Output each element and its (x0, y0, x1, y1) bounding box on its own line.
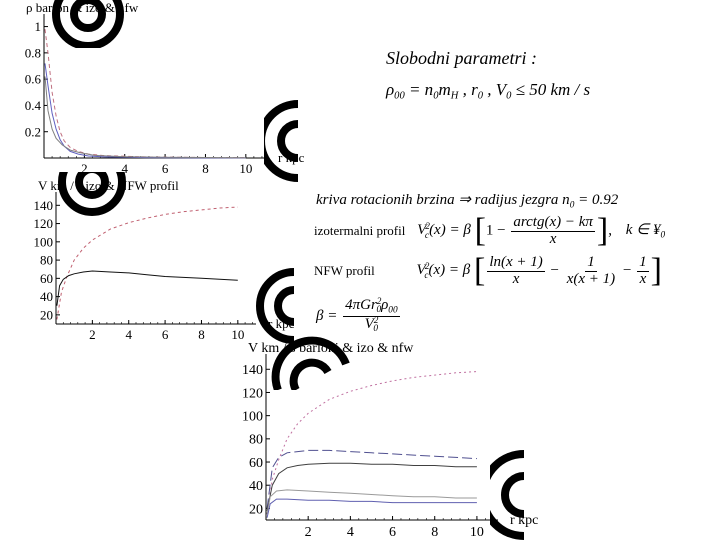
beta-den-sub: 0 (373, 324, 379, 335)
y-tick-label: 80 (40, 252, 53, 268)
nfw-f2-denominator: x(x + 1) (566, 270, 616, 287)
izo-denominator: x (549, 230, 557, 247)
y-tick-label: 40 (249, 479, 263, 495)
chart-title: V km / s izo & NFW profil (38, 178, 179, 193)
criterion-value: = 0.92 (574, 192, 619, 208)
x-axis-label: r kpc (278, 150, 305, 165)
beta-num-rho-sub: 00 (388, 305, 398, 316)
series-line-1 (45, 29, 246, 157)
eq-n: = n (404, 80, 434, 99)
r-subscript: 0 (477, 90, 483, 102)
x-tick-label: 10 (239, 161, 253, 176)
x-tick-label: 6 (161, 161, 169, 176)
beta-num-sub: 0 (376, 305, 382, 316)
y-tick-label: 60 (249, 455, 263, 471)
x-tick-label: 8 (202, 161, 209, 176)
y-tick-label: 120 (33, 216, 53, 232)
logo-mark-icon (490, 450, 524, 540)
free-params-heading: Slobodni parametri : (386, 48, 537, 68)
y-tick-label: 0.8 (24, 45, 41, 61)
y-tick-label: 20 (249, 502, 263, 518)
nfw-lhs: V (416, 262, 426, 279)
x-tick-label: 10 (469, 525, 484, 540)
series-line-2 (57, 271, 238, 306)
y-tick-label: 100 (242, 409, 263, 425)
series-line-3 (267, 463, 477, 511)
izo-one-minus: 1 − (485, 222, 510, 239)
v-symbol: , V (482, 80, 507, 99)
y-tick-label: 1 (34, 19, 41, 35)
nfw-profile-equation (314, 254, 662, 288)
y-tick-label: 140 (33, 197, 53, 213)
y-tick-label: 100 (33, 234, 53, 250)
nfw-f1-denominator: x (512, 270, 520, 287)
izo-profile-label: izotermalni profil (314, 223, 406, 238)
v-subscript: 0 (506, 90, 512, 102)
nfw-lhs-sub: c (424, 270, 429, 281)
izo-lhs-arg: (x) = β (429, 222, 471, 239)
series-line-1 (267, 372, 477, 515)
nfw-minus-2: − (619, 262, 636, 279)
n-subscript: 0 (433, 90, 439, 102)
m-subscript: H (450, 90, 459, 102)
izo-left-bracket: [ (474, 212, 486, 249)
izo-right-bracket: ] (596, 212, 609, 249)
series-line-2 (45, 63, 246, 157)
nfw-minus-1: − (546, 262, 563, 279)
logo-mark-icon (52, 172, 132, 216)
beta-num-rho: ρ (381, 297, 389, 314)
nfw-f3-numerator: 1 (639, 253, 647, 270)
v-limit: ≤ 50 km / s (511, 80, 591, 99)
x-axis-label: r kpc (510, 513, 539, 528)
izo-lhs: V (417, 222, 427, 239)
chart-title: ρ barion & izo & nfw (26, 0, 139, 15)
nfw-profile-label: NFW profil (314, 263, 375, 278)
nfw-f1-numerator: ln(x + 1) (489, 253, 543, 270)
logo-mark-icon (264, 100, 298, 182)
free-params-equation (386, 80, 590, 102)
y-tick-label: 0.6 (24, 71, 41, 87)
nfw-f3-denominator: x (639, 270, 647, 287)
rho-symbol: ρ (386, 80, 395, 99)
y-tick-label: 140 (242, 363, 263, 379)
x-tick-label: 2 (89, 327, 96, 342)
m-symbol: m (438, 80, 451, 99)
x-tick-label: 6 (389, 525, 397, 540)
logo-mark-icon (48, 0, 128, 48)
series-line-5 (267, 499, 477, 518)
rho-subscript: 00 (394, 90, 405, 102)
y-tick-label: 20 (40, 307, 53, 323)
nfw-f2-numerator: 1 (587, 253, 595, 270)
x-tick-label: 2 (81, 161, 88, 176)
izo-lhs-sub: c (424, 230, 430, 241)
y-tick-label: 40 (40, 289, 53, 305)
r-symbol: , r (458, 80, 478, 99)
izo-profile-equation (314, 214, 665, 248)
beta-definition (316, 298, 402, 335)
x-tick-label: 2 (304, 525, 312, 540)
series-line-3 (45, 77, 246, 158)
beta-den-sup: 2 (373, 316, 379, 327)
x-tick-label: 6 (161, 327, 169, 342)
k-condition-sub: 0 (660, 230, 666, 241)
chart-title: V km / s barioni & izo & nfw (248, 341, 414, 356)
series-line-4 (267, 490, 477, 514)
izo-comma: , (608, 222, 612, 239)
criterion-n-subscript: 0 (569, 200, 575, 211)
x-tick-label: 4 (125, 327, 132, 342)
nfw-left-bracket: [ (474, 252, 486, 289)
series-line-1 (57, 207, 238, 319)
beta-lhs: β = (316, 308, 342, 325)
izo-numerator: arctg(x) − kπ (513, 213, 593, 230)
core-radius-criterion (316, 190, 618, 210)
k-condition: k ∈ ¥ (625, 222, 661, 239)
izo-lhs-sup: 2 (425, 222, 430, 233)
criterion-text: kriva rotacionih brzina ⇒ radijus jezgra n (316, 192, 570, 208)
y-tick-label: 0.2 (24, 124, 41, 140)
beta-num: 4πGr (345, 297, 377, 314)
y-tick-label: 0.4 (24, 97, 41, 113)
x-tick-label: 8 (431, 525, 439, 540)
x-tick-label: 4 (346, 525, 354, 540)
nfw-lhs-sup: 2 (424, 262, 430, 273)
x-axis-label: r kpc (268, 316, 295, 331)
y-tick-label: 80 (249, 432, 263, 448)
x-tick-label: 10 (231, 327, 245, 342)
x-tick-label: 8 (198, 327, 205, 342)
y-tick-label: 60 (40, 270, 53, 286)
nfw-lhs-arg: (x) = β (428, 262, 471, 279)
x-tick-label: 4 (121, 161, 128, 176)
y-tick-label: 120 (242, 386, 263, 402)
nfw-right-bracket: ] (650, 252, 662, 289)
beta-den: V (364, 316, 374, 333)
beta-num-sup: 2 (376, 297, 382, 307)
